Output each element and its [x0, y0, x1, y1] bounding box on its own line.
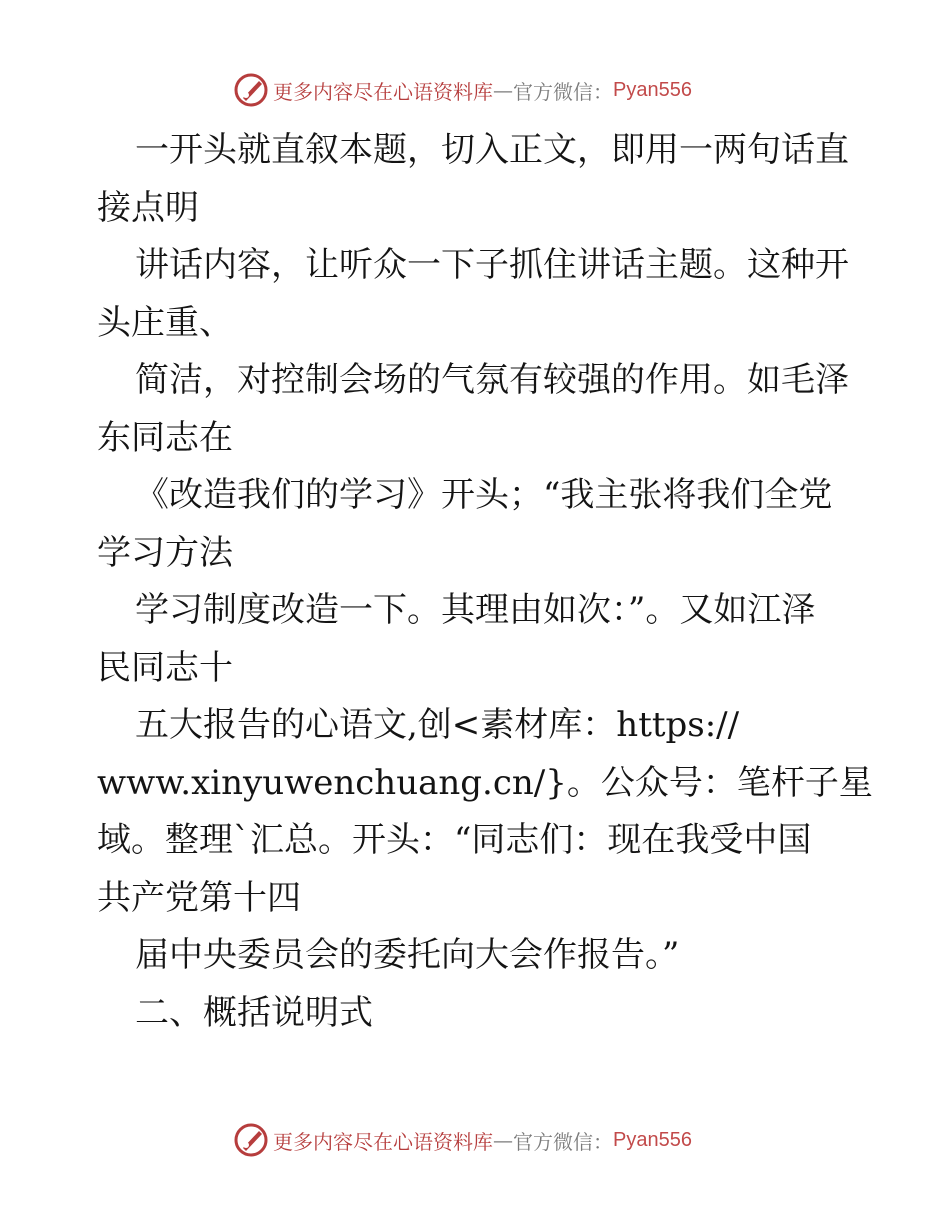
- text-line: 简洁，对控制会场的气氛有较强的作用。如毛泽: [135, 360, 849, 400]
- watermark-separator: —: [493, 1128, 513, 1152]
- text-line: 五大报告的心语文,创<素材库：https://: [135, 705, 740, 745]
- watermark-label: 官方微信：: [513, 1129, 613, 1154]
- text-line: 头庄重、: [97, 302, 233, 343]
- text-line: 讲话内容，让听众一下子抓住讲话主题。这种开: [135, 245, 849, 285]
- watermark-text: 更多内容尽在心语资料库: [273, 1129, 493, 1154]
- text-line: 域。整理`汇总。开头：“同志们：现在我受中国: [97, 820, 812, 860]
- text-line: 共产党第十四: [97, 877, 301, 918]
- watermark-id: Pyan556: [613, 78, 692, 101]
- watermark-text: 更多内容尽在心语资料库: [273, 79, 493, 104]
- footer-watermark: [233, 1120, 753, 1160]
- watermark-label: 官方微信：: [513, 79, 613, 104]
- text-line: 学习制度改造一下。其理由如次：”。又如江泽: [135, 590, 816, 630]
- pen-logo-icon: [233, 1122, 269, 1158]
- watermark-separator: —: [493, 78, 513, 102]
- text-line: 届中央委员会的委托向大会作报告。”: [135, 935, 680, 975]
- document-body: [97, 122, 877, 1042]
- text-line: www.xinyuwenchuang.cn/}。公众号：笔杆子星: [97, 762, 873, 803]
- header-watermark: [233, 70, 753, 110]
- section-heading: 二、概括说明式: [135, 992, 373, 1033]
- text-line: 学习方法: [97, 532, 233, 573]
- watermark-id: Pyan556: [613, 1128, 692, 1151]
- pen-logo-icon: [233, 72, 269, 108]
- text-line: 接点明: [97, 187, 199, 228]
- text-line: 民同志十: [97, 647, 233, 688]
- text-line: 一开头就直叙本题，切入正文，即用一两句话直: [135, 130, 849, 170]
- text-line: 《改造我们的学习》开头；“我主张将我们全党: [135, 475, 833, 515]
- text-line: 东同志在: [97, 417, 233, 458]
